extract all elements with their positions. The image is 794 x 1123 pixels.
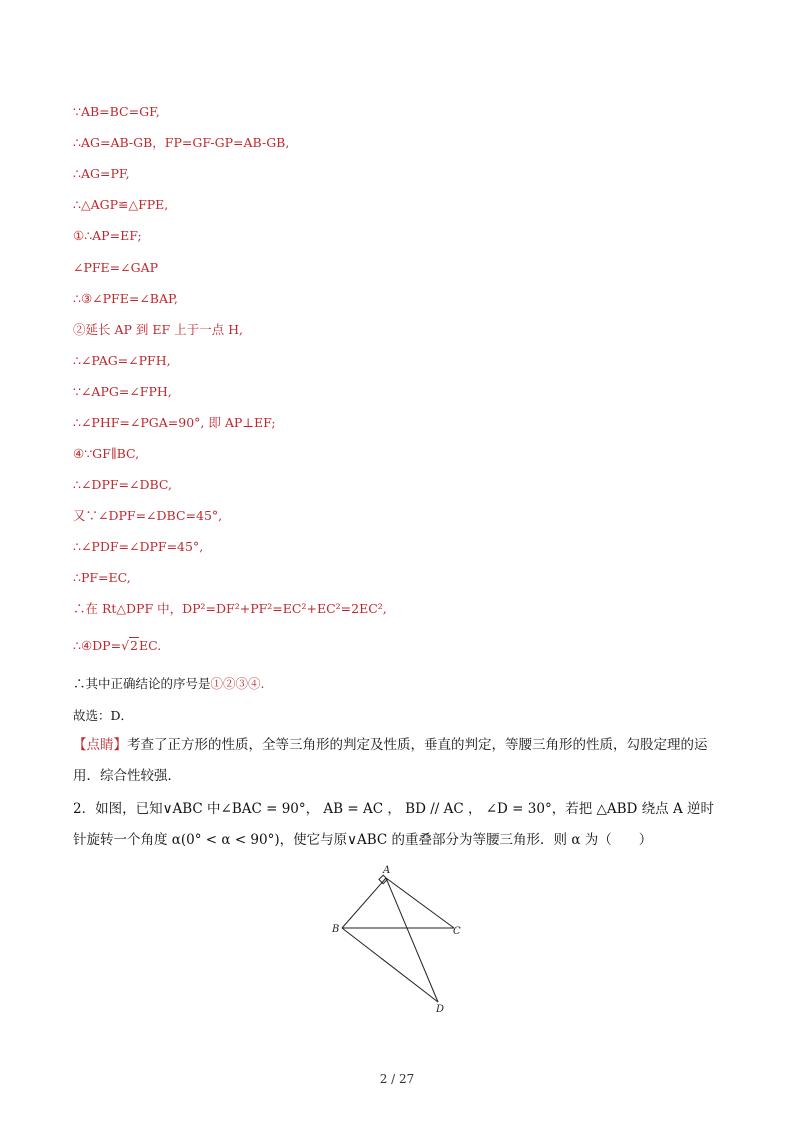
solution-line: ②延长 AP 到 EF 上于一点 H,	[73, 322, 243, 337]
comment-paragraph	[73, 730, 723, 792]
formula-suffix: EC.	[139, 638, 162, 653]
solution-final-formula	[73, 638, 161, 654]
solution-line: ①∴AP=EF;	[73, 228, 142, 243]
conclusion-line	[73, 676, 265, 692]
solution-line: ∴AG=AB-GB，FP=GF-GP=AB-GB,	[73, 135, 290, 150]
label-B: B	[332, 924, 340, 935]
page-number: 2 / 27	[379, 1072, 415, 1086]
solution-line: ∴③∠PFE=∠BAP,	[73, 291, 178, 306]
segment-BD	[342, 928, 438, 1002]
comment-text: 考查了正方形的性质，全等三角形的判定及性质，垂直的判定，等腰三角形的性质，勾股定理的运用．综合性较强．	[73, 737, 708, 784]
sqrt-argument: 2	[130, 638, 138, 653]
solution-line: ∴∠PHF=∠PGA=90°, 即 AP⊥EF;	[73, 415, 276, 430]
label-C: C	[453, 926, 461, 937]
solution-line: ∴∠PDF=∠DPF=45°,	[73, 539, 204, 554]
solution-line: ∴△AGP≌△FPE,	[73, 197, 169, 212]
answer-line: 故选：D．	[73, 708, 134, 723]
solution-line: ∵AB=BC=GF,	[73, 104, 160, 119]
conclusion-text: ∴其中正确结论的序号是	[73, 676, 211, 691]
solution-line: ∴∠PAG=∠PFH,	[73, 353, 171, 368]
question-text: 2．如图，已知∨ABC 中∠BAC = 90°， AB = AC ， BD // AC ， ∠D = 30°，若把 △ABD 绕点 A 逆时针旋转一个角度 α(0° < α < 90°)，使它与原∨ABC 的重叠部分为等腰三角形．则 α 为（ ）	[73, 801, 714, 848]
solution-line: ④∵GF∥BC,	[73, 446, 140, 461]
sqrt-symbol: √2	[121, 638, 138, 653]
label-A: A	[383, 865, 391, 876]
solution-line: 又∵∠DPF=∠DBC=45°,	[73, 508, 223, 523]
solution-line: ∴AG=PF,	[73, 166, 130, 181]
label-D: D	[436, 1004, 445, 1015]
solution-line: ∵∠APG=∠FPH,	[73, 384, 172, 399]
solution-line: ∴在 Rt△DPF 中，DP²=DF²+PF²=EC²+EC²=2EC²,	[73, 601, 387, 616]
formula-prefix: ∴④DP=	[73, 638, 122, 653]
solution-line: ∴PF=EC,	[73, 570, 131, 585]
solution-line: ∴∠DPF=∠DBC,	[73, 477, 173, 492]
solution-line: ∠PFE=∠GAP	[73, 260, 159, 275]
segment-AB	[342, 878, 386, 928]
comment-label: 【点睛】	[73, 737, 127, 753]
geometry-figure	[326, 862, 466, 1022]
question-paragraph	[73, 794, 723, 856]
conclusion-numbers: ①②③④.	[210, 676, 265, 691]
